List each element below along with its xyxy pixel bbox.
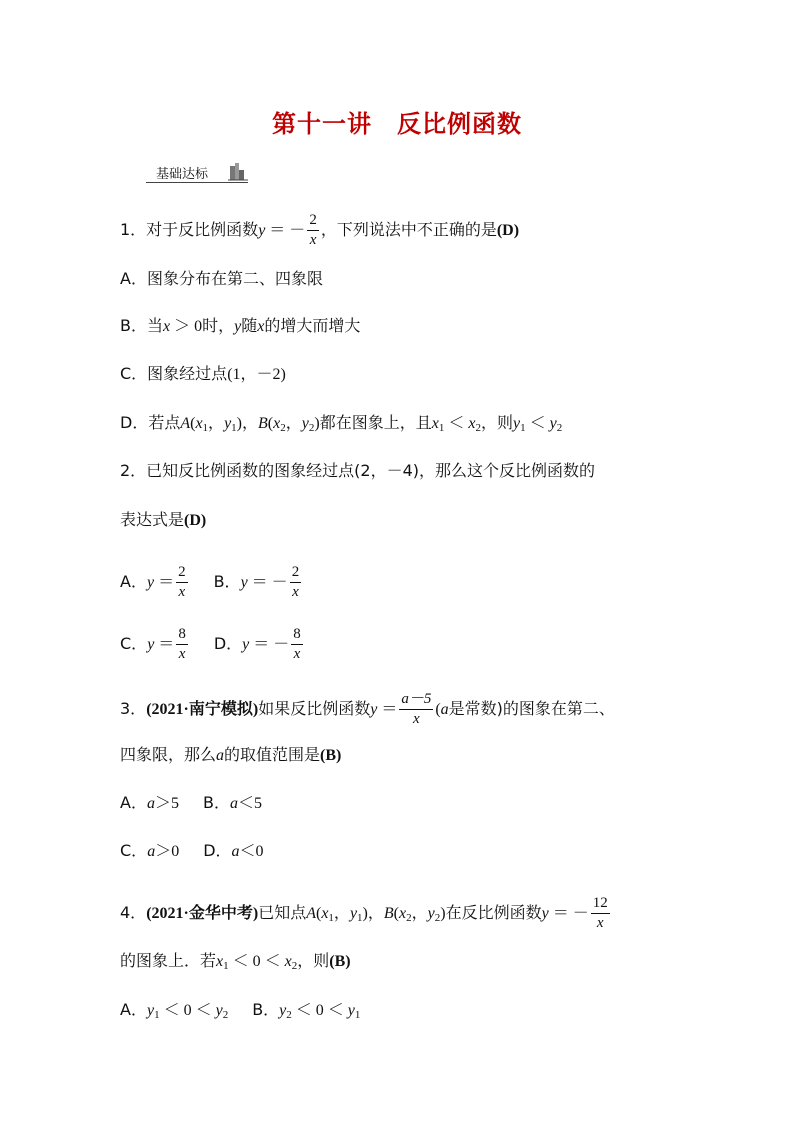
q3-answer: (B) — [320, 747, 342, 764]
q1-option-a: A．图象分布在第二、四象限 — [120, 269, 323, 288]
q3-option-b: B．a＜5 — [202, 793, 262, 812]
q3-options-cd — [120, 841, 264, 862]
q3-option-c: C．a＞0 — [120, 841, 180, 860]
q2-answer: (D) — [184, 512, 207, 529]
q4-option-a: A．$y_1 < 0 < y_2$ — [120, 1000, 229, 1021]
q3-stem: 3．(2021·南宁模拟)如果反比例函数y ＝ $\frac{a-5}{x}$ (a是常数)的图象在第二、 — [120, 691, 615, 727]
q3-source: (2021·南宁模拟) — [146, 701, 259, 718]
page-title: 第十一讲 反比例函数 — [272, 110, 522, 138]
q1-option-c: C．图象经过点(1，－2) — [120, 364, 286, 383]
q2-stem-line2: 表达式是(D) — [120, 510, 207, 529]
section-underline — [146, 182, 248, 183]
q3-fraction: $\frac{a-5}{x}$ — [401, 691, 432, 727]
q4-options-ab — [120, 1000, 360, 1021]
q1-fraction: $\frac{2}{x}$ — [309, 212, 317, 248]
building-icon — [228, 162, 248, 182]
q4-stem-line2: 的图象上．若$x_1 < 0 < x_2$，则(B) — [120, 951, 351, 972]
q3-option-d: D．a＜0 — [203, 841, 264, 860]
q3-stem-line2: 四象限，那么a的取值范围是(B) — [120, 745, 342, 764]
q1-option-d: D．若点$A(x_1$，$y_1$)，$B(x_2$，$y_2$)都在图象上，且$x_1 < x_2$，则$y_1 < y_2$ — [120, 413, 563, 434]
q4-option-b: B．$y_2 < 0 < y_1$ — [252, 1000, 361, 1021]
q1-answer: (D) — [496, 222, 520, 239]
q2-option-c: C．y ＝ $\frac{8}{x}$ — [120, 626, 186, 662]
q3-option-a: A．a＞5 — [120, 793, 179, 812]
q2-option-d: D．y ＝ － $\frac{8}{x}$ — [213, 626, 301, 662]
q2-option-a: A．y ＝ $\frac{2}{x}$ — [120, 564, 186, 600]
section-label: 基础达标 — [156, 167, 209, 182]
q1-option-b: B．当x ＞ 0时，y随x的增大而增大 — [120, 316, 361, 335]
q4-answer: (B) — [329, 953, 351, 970]
q4-stem: 4．(2021·金华中考)已知点$A(x_1$，$y_1$)，$B(x_2$，$y_2$)在反比例函数y ＝ － $\frac{12}{x}$ — [120, 895, 608, 931]
q1-stem: 1．对于反比例函数y ＝ － $\frac{2}{x}$ ，下列说法中不正确的是(D) — [120, 212, 520, 248]
q4-source: (2021·金华中考) — [146, 905, 259, 922]
q2-option-b: B．y ＝ － $\frac{2}{x}$ — [213, 564, 300, 600]
q2-options-cd — [120, 625, 305, 664]
q3-options-ab — [120, 793, 262, 814]
q2-stem: 2．已知反比例函数的图象经过点(2，－4)，那么这个反比例函数的 — [120, 461, 596, 480]
q2-options-ab — [120, 563, 303, 602]
q4-fraction: $\frac{12}{x}$ — [592, 895, 608, 931]
